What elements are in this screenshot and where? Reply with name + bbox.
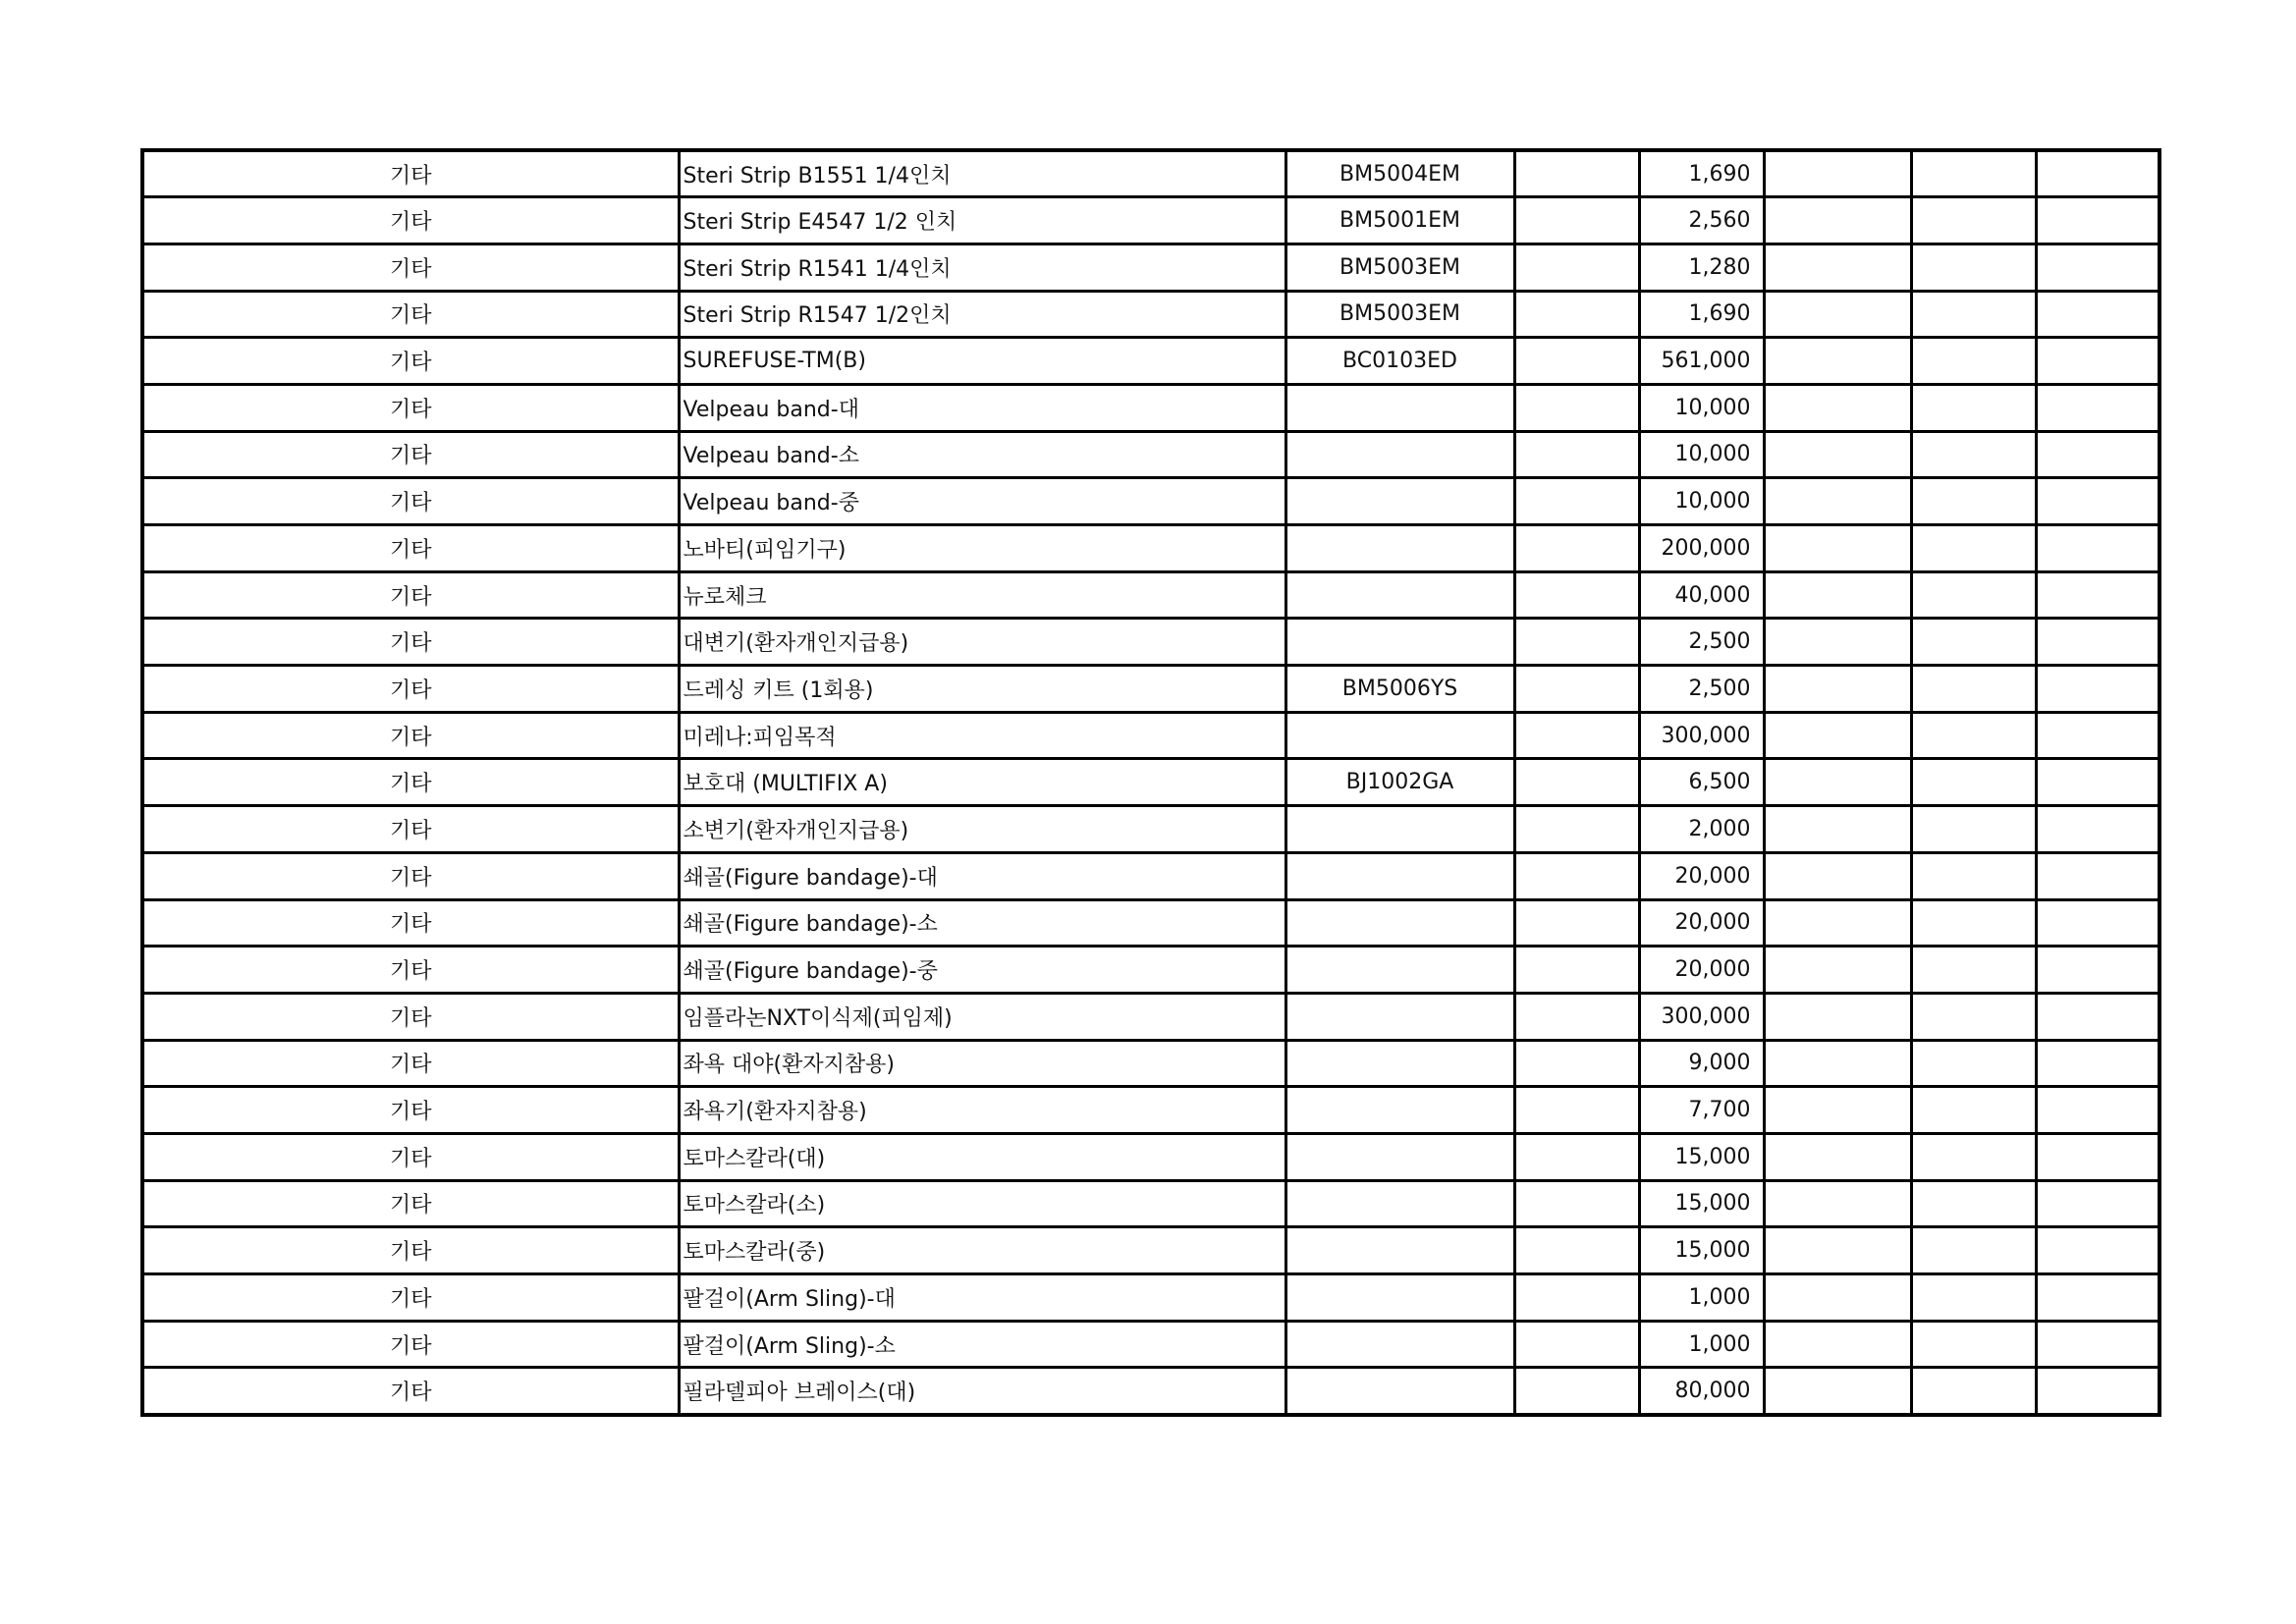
empty-cell bbox=[1911, 1368, 2036, 1415]
table-row bbox=[142, 150, 2159, 197]
category-cell: 기타 bbox=[142, 619, 679, 666]
item-name-cell: 토마스칼라(소) bbox=[679, 1180, 1285, 1227]
empty-cell bbox=[1764, 384, 1911, 431]
table-row bbox=[142, 338, 2159, 385]
price-cell: 9,000 bbox=[1639, 1040, 1764, 1087]
category-cell: 기타 bbox=[142, 1321, 679, 1368]
item-name-cell: 팔걸이(Arm Sling)-대 bbox=[679, 1274, 1285, 1322]
item-code-cell: BM5001EM bbox=[1285, 197, 1514, 244]
empty-cell bbox=[1764, 525, 1911, 572]
empty-cell bbox=[1514, 666, 1639, 713]
empty-cell bbox=[1514, 1087, 1639, 1134]
category-cell: 기타 bbox=[142, 852, 679, 899]
item-name-cell: 토마스칼라(대) bbox=[679, 1133, 1285, 1180]
empty-cell bbox=[1514, 384, 1639, 431]
empty-cell bbox=[1514, 852, 1639, 899]
empty-cell bbox=[1764, 1274, 1911, 1322]
item-code-cell bbox=[1285, 1227, 1514, 1274]
empty-cell bbox=[1764, 852, 1911, 899]
item-name-cell: 노바티(피임기구) bbox=[679, 525, 1285, 572]
empty-cell bbox=[2036, 338, 2159, 385]
item-code-cell bbox=[1285, 1087, 1514, 1134]
empty-cell bbox=[1514, 150, 1639, 197]
table-row bbox=[142, 1040, 2159, 1087]
empty-cell bbox=[1514, 806, 1639, 853]
empty-cell bbox=[1911, 291, 2036, 338]
empty-cell bbox=[1911, 666, 2036, 713]
empty-cell bbox=[1514, 571, 1639, 619]
empty-cell bbox=[1764, 806, 1911, 853]
empty-cell bbox=[1764, 1133, 1911, 1180]
empty-cell bbox=[1911, 899, 2036, 947]
table-row bbox=[142, 899, 2159, 947]
category-cell: 기타 bbox=[142, 478, 679, 525]
item-code-cell bbox=[1285, 806, 1514, 853]
table-row bbox=[142, 384, 2159, 431]
empty-cell bbox=[1514, 244, 1639, 291]
item-code-cell bbox=[1285, 712, 1514, 759]
empty-cell bbox=[2036, 1321, 2159, 1368]
empty-cell bbox=[1764, 338, 1911, 385]
category-cell: 기타 bbox=[142, 759, 679, 806]
category-cell: 기타 bbox=[142, 947, 679, 994]
empty-cell bbox=[1911, 1321, 2036, 1368]
empty-cell bbox=[1764, 666, 1911, 713]
item-code-cell bbox=[1285, 619, 1514, 666]
price-cell: 2,560 bbox=[1639, 197, 1764, 244]
item-name-cell: SUREFUSE-TM(B) bbox=[679, 338, 1285, 385]
category-cell: 기타 bbox=[142, 431, 679, 478]
item-name-cell: 필라델피아 브레이스(대) bbox=[679, 1368, 1285, 1415]
empty-cell bbox=[2036, 571, 2159, 619]
item-name-cell: 토마스칼라(중) bbox=[679, 1227, 1285, 1274]
empty-cell bbox=[2036, 759, 2159, 806]
empty-cell bbox=[2036, 993, 2159, 1040]
category-cell: 기타 bbox=[142, 1087, 679, 1134]
table-row bbox=[142, 244, 2159, 291]
item-name-cell: Steri Strip R1541 1/4인치 bbox=[679, 244, 1285, 291]
empty-cell bbox=[1514, 338, 1639, 385]
empty-cell bbox=[1514, 1368, 1639, 1415]
item-name-cell: 미레나:피임목적 bbox=[679, 712, 1285, 759]
category-cell: 기타 bbox=[142, 666, 679, 713]
table-row bbox=[142, 1087, 2159, 1134]
empty-cell bbox=[1911, 759, 2036, 806]
item-name-cell: 보호대 (MULTIFIX A) bbox=[679, 759, 1285, 806]
empty-cell bbox=[1911, 1040, 2036, 1087]
empty-cell bbox=[2036, 1227, 2159, 1274]
empty-cell bbox=[2036, 478, 2159, 525]
category-cell: 기타 bbox=[142, 150, 679, 197]
price-cell: 200,000 bbox=[1639, 525, 1764, 572]
category-cell: 기타 bbox=[142, 384, 679, 431]
category-cell: 기타 bbox=[142, 899, 679, 947]
item-name-cell: 드레싱 키트 (1회용) bbox=[679, 666, 1285, 713]
category-cell: 기타 bbox=[142, 993, 679, 1040]
item-name-cell: 쇄골(Figure bandage)-대 bbox=[679, 852, 1285, 899]
empty-cell bbox=[1514, 759, 1639, 806]
item-name-cell: 쇄골(Figure bandage)-중 bbox=[679, 947, 1285, 994]
empty-cell bbox=[1911, 150, 2036, 197]
empty-cell bbox=[1911, 478, 2036, 525]
empty-cell bbox=[1514, 478, 1639, 525]
price-cell: 1,280 bbox=[1639, 244, 1764, 291]
category-cell: 기타 bbox=[142, 291, 679, 338]
empty-cell bbox=[1764, 759, 1911, 806]
empty-cell bbox=[2036, 712, 2159, 759]
empty-cell bbox=[1514, 1133, 1639, 1180]
empty-cell bbox=[2036, 1368, 2159, 1415]
table-row bbox=[142, 806, 2159, 853]
empty-cell bbox=[2036, 1180, 2159, 1227]
empty-cell bbox=[1514, 291, 1639, 338]
price-cell: 10,000 bbox=[1639, 384, 1764, 431]
empty-cell bbox=[1764, 712, 1911, 759]
empty-cell bbox=[2036, 525, 2159, 572]
category-cell: 기타 bbox=[142, 244, 679, 291]
empty-cell bbox=[2036, 244, 2159, 291]
empty-cell bbox=[1911, 852, 2036, 899]
item-code-cell: BM5004EM bbox=[1285, 150, 1514, 197]
item-code-cell bbox=[1285, 525, 1514, 572]
category-cell: 기타 bbox=[142, 338, 679, 385]
item-name-cell: 좌욕 대야(환자지참용) bbox=[679, 1040, 1285, 1087]
empty-cell bbox=[1764, 197, 1911, 244]
empty-cell bbox=[1514, 712, 1639, 759]
item-code-cell bbox=[1285, 993, 1514, 1040]
empty-cell bbox=[1764, 291, 1911, 338]
table-row bbox=[142, 666, 2159, 713]
empty-cell bbox=[2036, 1133, 2159, 1180]
table-row bbox=[142, 1321, 2159, 1368]
item-code-cell bbox=[1285, 1274, 1514, 1322]
item-name-cell: Velpeau band-소 bbox=[679, 431, 1285, 478]
item-code-cell bbox=[1285, 1180, 1514, 1227]
item-code-cell: BM5003EM bbox=[1285, 291, 1514, 338]
price-cell: 6,500 bbox=[1639, 759, 1764, 806]
empty-cell bbox=[1514, 1274, 1639, 1322]
category-cell: 기타 bbox=[142, 1274, 679, 1322]
empty-cell bbox=[1911, 1180, 2036, 1227]
empty-cell bbox=[1911, 712, 2036, 759]
item-code-cell bbox=[1285, 1368, 1514, 1415]
price-cell: 1,690 bbox=[1639, 150, 1764, 197]
empty-cell bbox=[1911, 384, 2036, 431]
empty-cell bbox=[1764, 1321, 1911, 1368]
table-row bbox=[142, 197, 2159, 244]
empty-cell bbox=[1514, 899, 1639, 947]
empty-cell bbox=[1764, 244, 1911, 291]
price-cell: 20,000 bbox=[1639, 899, 1764, 947]
empty-cell bbox=[1764, 993, 1911, 1040]
empty-cell bbox=[1911, 806, 2036, 853]
empty-cell bbox=[1514, 1040, 1639, 1087]
table-row bbox=[142, 1368, 2159, 1415]
category-cell: 기타 bbox=[142, 712, 679, 759]
category-cell: 기타 bbox=[142, 525, 679, 572]
item-code-cell bbox=[1285, 852, 1514, 899]
table-row bbox=[142, 852, 2159, 899]
empty-cell bbox=[2036, 619, 2159, 666]
empty-cell bbox=[1911, 431, 2036, 478]
item-name-cell: 쇄골(Figure bandage)-소 bbox=[679, 899, 1285, 947]
item-name-cell: 뉴로체크 bbox=[679, 571, 1285, 619]
empty-cell bbox=[2036, 1274, 2159, 1322]
price-cell: 2,500 bbox=[1639, 666, 1764, 713]
category-cell: 기타 bbox=[142, 571, 679, 619]
price-cell: 40,000 bbox=[1639, 571, 1764, 619]
item-name-cell: Velpeau band-중 bbox=[679, 478, 1285, 525]
empty-cell bbox=[1514, 619, 1639, 666]
empty-cell bbox=[2036, 431, 2159, 478]
price-cell: 15,000 bbox=[1639, 1227, 1764, 1274]
price-cell: 2,000 bbox=[1639, 806, 1764, 853]
price-cell: 20,000 bbox=[1639, 852, 1764, 899]
empty-cell bbox=[1911, 197, 2036, 244]
empty-cell bbox=[1514, 947, 1639, 994]
empty-cell bbox=[2036, 1040, 2159, 1087]
category-cell: 기타 bbox=[142, 1227, 679, 1274]
empty-cell bbox=[1764, 1087, 1911, 1134]
price-cell: 15,000 bbox=[1639, 1133, 1764, 1180]
price-cell: 15,000 bbox=[1639, 1180, 1764, 1227]
item-code-cell bbox=[1285, 1040, 1514, 1087]
empty-cell bbox=[1514, 431, 1639, 478]
item-code-cell bbox=[1285, 1133, 1514, 1180]
empty-cell bbox=[1911, 338, 2036, 385]
empty-cell bbox=[1514, 197, 1639, 244]
table-row bbox=[142, 478, 2159, 525]
price-cell: 300,000 bbox=[1639, 993, 1764, 1040]
empty-cell bbox=[2036, 150, 2159, 197]
item-name-cell: 임플라논NXT이식제(피임제) bbox=[679, 993, 1285, 1040]
empty-cell bbox=[2036, 1087, 2159, 1134]
price-cell: 561,000 bbox=[1639, 338, 1764, 385]
table-row bbox=[142, 1227, 2159, 1274]
empty-cell bbox=[1514, 993, 1639, 1040]
price-table bbox=[140, 148, 2161, 1417]
empty-cell bbox=[1911, 1087, 2036, 1134]
empty-cell bbox=[1911, 1274, 2036, 1322]
empty-cell bbox=[2036, 384, 2159, 431]
empty-cell bbox=[1764, 1227, 1911, 1274]
category-cell: 기타 bbox=[142, 1133, 679, 1180]
category-cell: 기타 bbox=[142, 1368, 679, 1415]
table-row bbox=[142, 619, 2159, 666]
item-name-cell: 소변기(환자개인지급용) bbox=[679, 806, 1285, 853]
table-row bbox=[142, 1133, 2159, 1180]
empty-cell bbox=[1911, 1133, 2036, 1180]
item-code-cell bbox=[1285, 478, 1514, 525]
item-code-cell bbox=[1285, 947, 1514, 994]
item-code-cell: BM5003EM bbox=[1285, 244, 1514, 291]
price-cell: 10,000 bbox=[1639, 431, 1764, 478]
table-row bbox=[142, 712, 2159, 759]
empty-cell bbox=[1911, 244, 2036, 291]
empty-cell bbox=[1764, 571, 1911, 619]
empty-cell bbox=[2036, 947, 2159, 994]
empty-cell bbox=[2036, 852, 2159, 899]
price-cell: 2,500 bbox=[1639, 619, 1764, 666]
empty-cell bbox=[2036, 291, 2159, 338]
empty-cell bbox=[2036, 197, 2159, 244]
item-code-cell bbox=[1285, 1321, 1514, 1368]
price-cell: 1,000 bbox=[1639, 1274, 1764, 1322]
table-row bbox=[142, 291, 2159, 338]
empty-cell bbox=[1764, 899, 1911, 947]
table-row bbox=[142, 431, 2159, 478]
empty-cell bbox=[1911, 619, 2036, 666]
empty-cell bbox=[1514, 525, 1639, 572]
table-row bbox=[142, 993, 2159, 1040]
empty-cell bbox=[1764, 1180, 1911, 1227]
item-code-cell bbox=[1285, 899, 1514, 947]
category-cell: 기타 bbox=[142, 197, 679, 244]
empty-cell bbox=[1764, 1040, 1911, 1087]
category-cell: 기타 bbox=[142, 806, 679, 853]
price-cell: 7,700 bbox=[1639, 1087, 1764, 1134]
item-code-cell: BM5006YS bbox=[1285, 666, 1514, 713]
price-cell: 20,000 bbox=[1639, 947, 1764, 994]
price-cell: 1,000 bbox=[1639, 1321, 1764, 1368]
item-code-cell bbox=[1285, 384, 1514, 431]
empty-cell bbox=[1514, 1180, 1639, 1227]
empty-cell bbox=[2036, 666, 2159, 713]
table-row bbox=[142, 759, 2159, 806]
table-row bbox=[142, 947, 2159, 994]
empty-cell bbox=[1514, 1227, 1639, 1274]
item-name-cell: Steri Strip R1547 1/2인치 bbox=[679, 291, 1285, 338]
empty-cell bbox=[1764, 619, 1911, 666]
empty-cell bbox=[1911, 993, 2036, 1040]
empty-cell bbox=[1764, 1368, 1911, 1415]
price-cell: 300,000 bbox=[1639, 712, 1764, 759]
empty-cell bbox=[1764, 478, 1911, 525]
empty-cell bbox=[1764, 947, 1911, 994]
table-row bbox=[142, 571, 2159, 619]
category-cell: 기타 bbox=[142, 1180, 679, 1227]
empty-cell bbox=[1514, 1321, 1639, 1368]
item-name-cell: 대변기(환자개인지급용) bbox=[679, 619, 1285, 666]
empty-cell bbox=[2036, 899, 2159, 947]
empty-cell bbox=[2036, 806, 2159, 853]
empty-cell bbox=[1764, 150, 1911, 197]
price-cell: 80,000 bbox=[1639, 1368, 1764, 1415]
item-name-cell: Velpeau band-대 bbox=[679, 384, 1285, 431]
table-row bbox=[142, 1274, 2159, 1322]
table-row bbox=[142, 1180, 2159, 1227]
item-code-cell bbox=[1285, 571, 1514, 619]
price-cell: 1,690 bbox=[1639, 291, 1764, 338]
empty-cell bbox=[1911, 571, 2036, 619]
item-name-cell: 팔걸이(Arm Sling)-소 bbox=[679, 1321, 1285, 1368]
item-code-cell: BJ1002GA bbox=[1285, 759, 1514, 806]
empty-cell bbox=[1911, 947, 2036, 994]
empty-cell bbox=[1764, 431, 1911, 478]
item-name-cell: 좌욕기(환자지참용) bbox=[679, 1087, 1285, 1134]
item-code-cell: BC0103ED bbox=[1285, 338, 1514, 385]
table-row bbox=[142, 525, 2159, 572]
empty-cell bbox=[1911, 1227, 2036, 1274]
item-code-cell bbox=[1285, 431, 1514, 478]
item-name-cell: Steri Strip E4547 1/2 인치 bbox=[679, 197, 1285, 244]
item-name-cell: Steri Strip B1551 1/4인치 bbox=[679, 150, 1285, 197]
category-cell: 기타 bbox=[142, 1040, 679, 1087]
empty-cell bbox=[1911, 525, 2036, 572]
price-cell: 10,000 bbox=[1639, 478, 1764, 525]
